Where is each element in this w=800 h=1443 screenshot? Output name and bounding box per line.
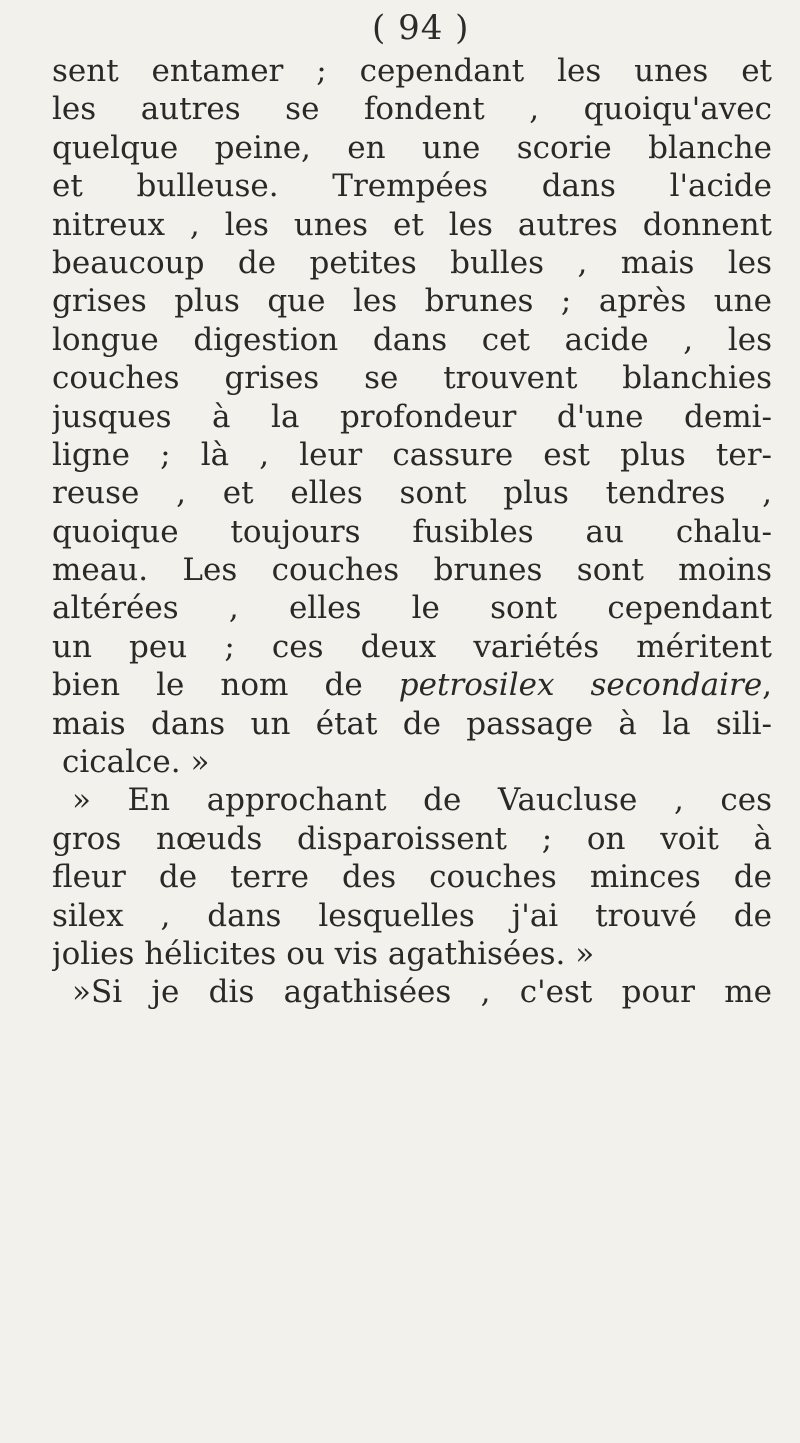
page-number: ( 94 ): [372, 8, 470, 48]
text-line: quelque peine, en une scorie blanche: [52, 129, 772, 166]
text-line: gros nœuds disparoissent ; on voit à: [52, 820, 772, 857]
text-line: meau. Les couches brunes sont moins: [52, 552, 772, 589]
text-line: reuse , et elles sont plus tendres ,: [52, 475, 772, 512]
text-line: nitreux , les unes et les autres donnent: [52, 206, 772, 243]
text-line: quoique toujours fusibles au chalu-: [52, 513, 772, 550]
text-line: cicalce. »: [62, 744, 210, 781]
text-line: couches grises se trouvent blanchies: [52, 360, 772, 397]
text-line: beaucoup de petites bulles , mais les: [52, 244, 772, 281]
text-line: un peu ; ces deux variétés méritent: [52, 628, 772, 665]
text-line: sent entamer ; cependant les unes et: [52, 53, 772, 89]
text-line: silex , dans lesquelles j'ai trouvé de: [52, 897, 772, 934]
text-segment: ,: [762, 667, 772, 704]
text-line: » En approchant de Vaucluse , ces: [72, 782, 772, 819]
text-line: »Si je dis agathisées , c'est pour me: [72, 974, 772, 1011]
italic-term: petrosilex secondaire: [398, 667, 763, 704]
text-line: jusques à la profondeur d'une demi-: [52, 398, 772, 435]
text-line: les autres se fondent , quoiqu'avec: [52, 91, 772, 128]
text-line: grises plus que les brunes ; après une: [52, 283, 772, 320]
text-line: et bulleuse. Trempées dans l'acide: [52, 168, 772, 205]
text-line: altérées , elles le sont cependant: [52, 590, 772, 627]
text-line: mais dans un état de passage à la sili-: [52, 705, 772, 742]
text-line: jolies hélicites ou vis agathisées. »: [52, 935, 595, 972]
text-line: longue digestion dans cet acide , les: [52, 321, 772, 358]
text-segment: bien le nom de: [52, 667, 363, 704]
text-line: ligne ; là , leur cassure est plus ter-: [52, 436, 772, 473]
text-line: fleur de terre des couches minces de: [52, 859, 772, 896]
body-text: [52, 52, 772, 1012]
text-line-with-italic: [52, 666, 772, 704]
